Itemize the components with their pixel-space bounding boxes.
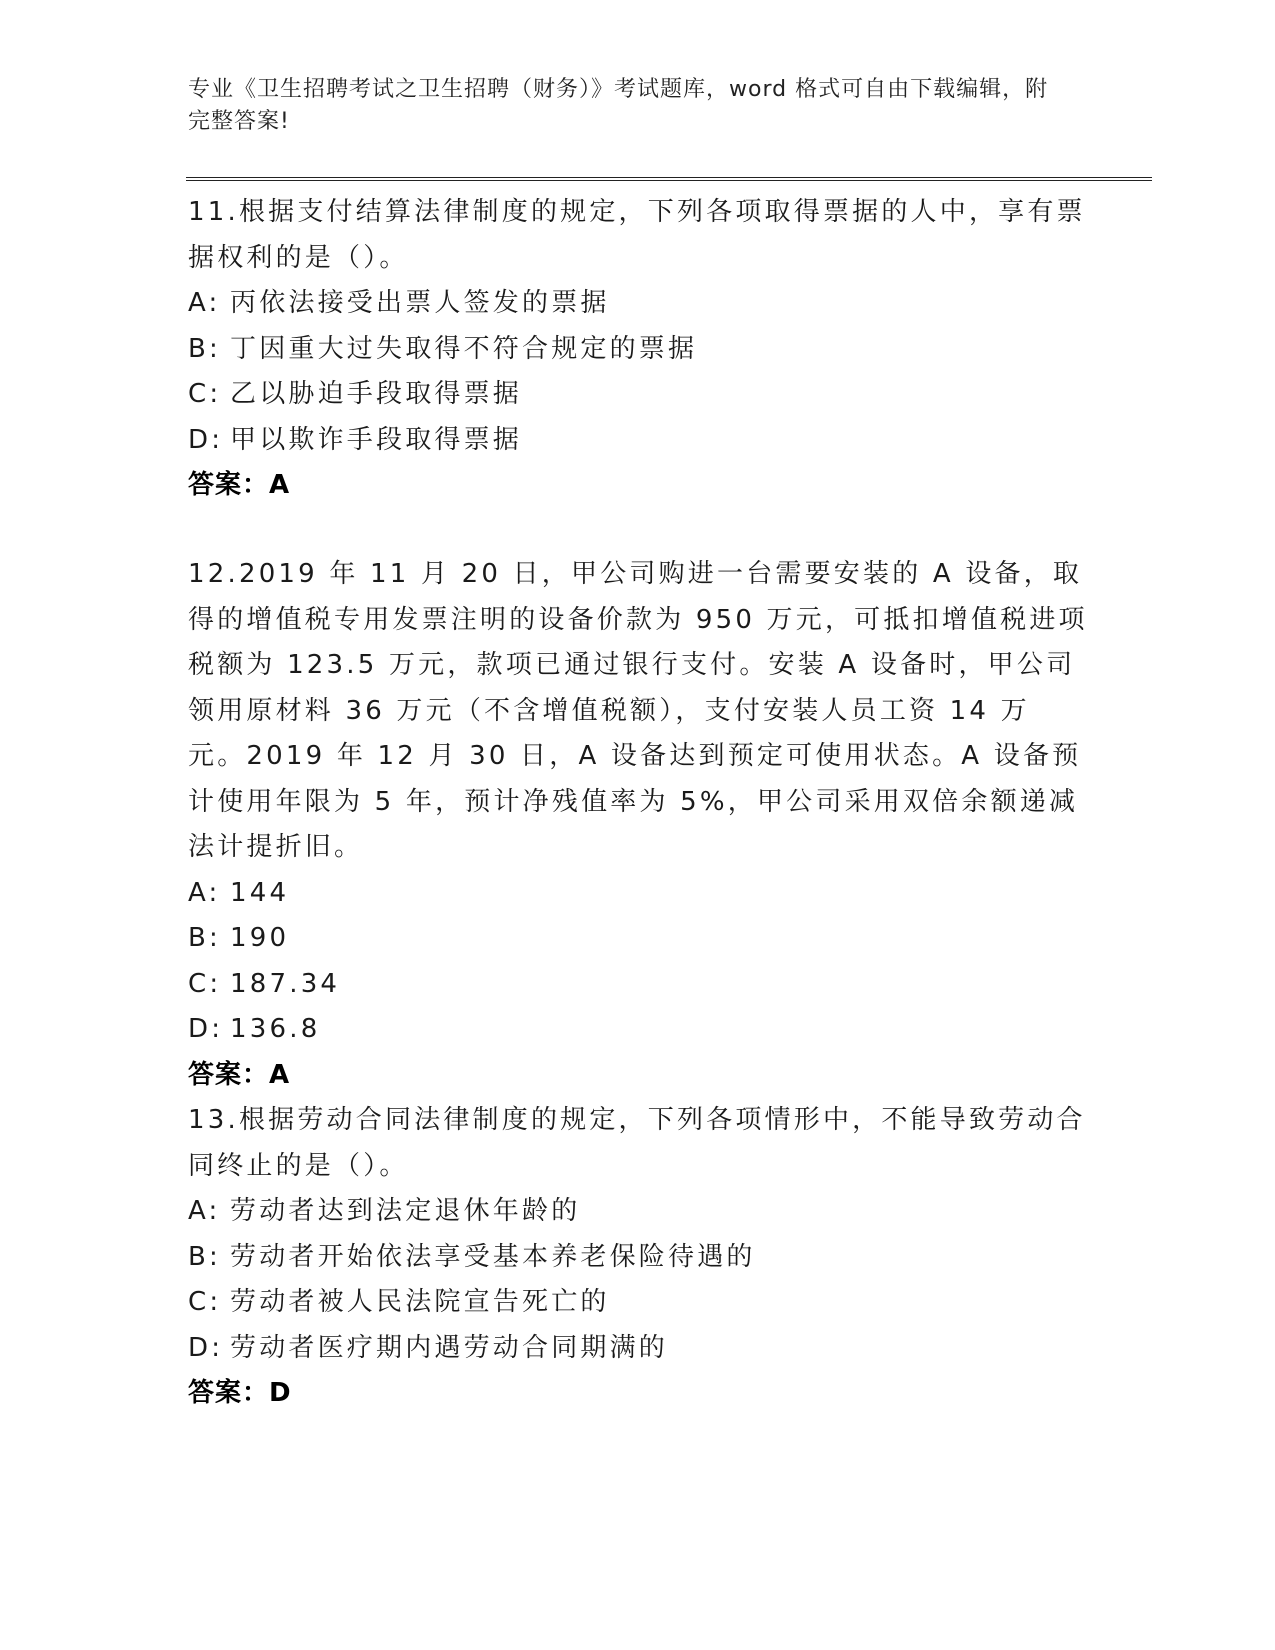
option-letter: A: xyxy=(188,877,221,908)
option-c xyxy=(188,1280,1088,1326)
question-13 xyxy=(188,1098,1088,1417)
option-text: 190 xyxy=(230,923,290,953)
option-text: 劳动者开始依法享受基本养老保险待遇的 xyxy=(230,1241,756,1272)
question-11 xyxy=(188,190,1088,509)
option-text: 187.34 xyxy=(230,968,341,999)
answer-line: 答案：A xyxy=(188,470,291,500)
option-text: 甲以欺诈手段取得票据 xyxy=(230,424,523,455)
option-a xyxy=(188,871,1088,917)
option-d xyxy=(188,418,1088,464)
question-12 xyxy=(188,552,1088,1098)
option-c xyxy=(188,372,1088,418)
option-list xyxy=(188,281,1088,463)
option-b xyxy=(188,1235,1088,1281)
option-b xyxy=(188,327,1088,373)
option-letter: A: xyxy=(188,288,221,318)
option-a xyxy=(188,281,1088,327)
page-header: 专业《卫生招聘考试之卫生招聘（财务）》考试题库，word 格式可自由下载编辑，附完整答案! xyxy=(188,77,1049,134)
question-stem: 12.2019 年 11 月 20 日，甲公司购进一台需要安装的 A 设备，取得的增值税专用发票注明的设备价款为 950 万元，可抵扣增值税进项税额为 123.5 万元，款项已通过银行支付。安装 A 设备时，甲公司领用原材料 36 万元（不含增值税额），支付安装人员工资 14 万元。2019 年 12 月 30 日，A 设备达到预定可使用状态。A 设备预计使用年限为 5 年，预计净残值率为 5%，甲公司采用双倍余额递减法计提折旧。 xyxy=(188,559,1088,862)
option-letter: D: xyxy=(188,1332,224,1363)
option-a xyxy=(188,1189,1088,1235)
option-letter: C: xyxy=(188,1287,222,1317)
option-text: 144 xyxy=(230,877,290,908)
option-text: 劳动者被人民法院宣告死亡的 xyxy=(230,1287,610,1317)
option-letter: C: xyxy=(188,379,222,409)
option-letter: D: xyxy=(188,1014,224,1044)
option-text: 丁因重大过失取得不符合规定的票据 xyxy=(230,333,698,364)
question-stem: 13.根据劳动合同法律制度的规定，下列各项情形中，不能导致劳动合同终止的是（）。 xyxy=(188,1105,1086,1181)
option-d xyxy=(188,1326,1088,1372)
option-d xyxy=(188,1007,1088,1053)
option-text: 丙依法接受出票人签发的票据 xyxy=(230,288,610,318)
answer-line: 答案：A xyxy=(188,1059,291,1090)
option-text: 劳动者达到法定退休年龄的 xyxy=(230,1196,581,1226)
option-letter: B: xyxy=(188,1241,221,1272)
option-letter: B: xyxy=(188,923,221,953)
option-c xyxy=(188,962,1088,1008)
option-letter: B: xyxy=(188,333,221,364)
answer-line: 答案：D xyxy=(188,1378,292,1408)
option-b xyxy=(188,916,1088,962)
question-stem: 11.根据支付结算法律制度的规定，下列各项取得票据的人中，享有票据权利的是（）。 xyxy=(188,197,1086,273)
option-text: 乙以胁迫手段取得票据 xyxy=(230,379,523,409)
header-divider xyxy=(186,177,1152,181)
option-letter: D: xyxy=(188,424,224,455)
option-list xyxy=(188,871,1088,1053)
option-text: 劳动者医疗期内遇劳动合同期满的 xyxy=(230,1332,669,1363)
option-letter: A: xyxy=(188,1196,221,1226)
option-list xyxy=(188,1189,1088,1371)
option-text: 136.8 xyxy=(230,1014,321,1044)
option-letter: C: xyxy=(188,968,222,999)
